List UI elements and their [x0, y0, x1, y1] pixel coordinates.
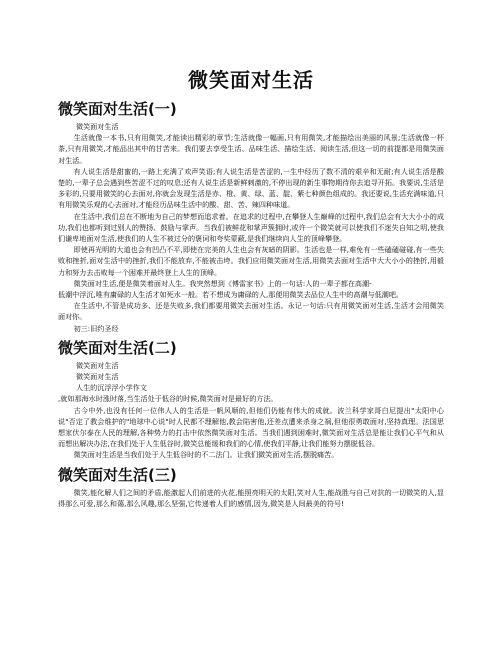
paragraph: 微笑面对生活,便是微笑着面对人生。我突然想到《傅雷家书》上的一句话:人的一辈子都在高潮- [73, 278, 372, 288]
section-subtitle: 微笑面对生活 [76, 122, 119, 131]
paragraph: 古今中外,也没有任何一位伟人人的生活是一帆风顺的,但他们仍能有伟大的成就。波兰科学家哥白尼提出"太阳中心说"否定了教会维护的"地球中心说"时人民都不理解他,教会陷害他,还差点遭来杀身之祸,但他很勇敢面对,坚持真理。法国思想家伏尔泰在人民的理解,各种势力的打击中依然微笑面对生活。当我们遇到困难时,微笑面对生活总是能让我们心平气和从而想出解决办法,在我们处于人生低谷时,微笑总能缓和我们的心情,使我们平静,让我们能努力摆脱低谷。 [58, 405, 444, 449]
section-subtitle: 微笑面对生活 [76, 372, 119, 382]
document-title: 微笑面对生活 [188, 68, 314, 92]
section-1 [58, 98, 444, 334]
paragraph: 低潮中浮沉,唯有庸碌的人生活才如死水一般。若不想成为庸碌的人,那便用微笑去品位人生中的高潮与低潮吧。 [58, 290, 404, 300]
section-heading: 微笑面对生活(三) [58, 465, 177, 484]
paragraph: 即使再光明的大道也会有凹凸不平,即使在完美的人生也会有灰暗的阴影。生活也是一样,难免有一些磕磕碰碰,有一些失败和挫折,面对生活中的挫折,我们不能放弃,不能被击垮。我们应用微笑面对生活,用微笑去面对生活中大大小小的挫折,用毅力和努力去击败每一个困难并最终登上人生的顶峰。 [58, 245, 444, 277]
section-subtitle: 微笑面对生活 [76, 360, 119, 370]
paragraph: ,就如那海水时涨时落,当生活处于低谷的时候,微笑面对是最好的方法。 [58, 394, 278, 404]
paragraph: 微笑,能化解人们之间的矛盾,能激起人们前进的火花,能照亮明天的太阳,笑对人生,能战胜与自己对抗的一切微笑的人,显得那么可爱,那么和蔼,那么风趣,那么坚强,它传递着人们的感情,因为,微笑是人间最美的符号! [58, 487, 444, 508]
paragraph: 微笑面对生活是当我们处于人生低谷时的不二法门。让我们微笑面对生活,摆脱痛苦。 [73, 450, 339, 460]
section-heading: 微笑面对生活(二) [58, 338, 177, 357]
paragraph: 有人说生活是甜蜜的,一路上充满了欢声笑语;有人说生活是苦涩的,一生中经历了数不清的艰辛和无耐;有人说生活是酸楚的,一辈子总会遇到些苦涩不过的叹息;还有人说生活是新鲜刺激的,不停出现的新生事物期待你去追寻开拓。我要说,生活是多彩的,只要用微笑的心去面对,你就会发现生活是赤、橙、黄、绿、蓝、靛、紫七种颜色组成的。我还要说,生活充满味道,只有用微笑乐观的心去面对,才能经历品味生活中的酸、甜、苦、辣四种味道。 [58, 166, 444, 210]
section-2 [58, 337, 444, 461]
section-heading: 微笑面对生活(一) [58, 100, 177, 118]
paragraph: 生活就像一本书,只有用微笑,才能读出精彩的章节;生活就像一幅画,只有用微笑,才能描绘出美丽的风景;生活就像一杯茶,只有用微笑,才能品出其中的甘苦来。我们要去享受生活、品味生活、描绘生活、阅读生活,但这一切的前提都是用微笑面对生活。 [58, 133, 444, 165]
paragraph: 在生活中,不管是成功多、还是失败多,我们都要用微笑去面对生活。永记一句话:只有用微笑面对生活,生活才会用微笑面对你。 [58, 301, 444, 322]
paragraph: 在生活中,我们总在不断地为自己的梦想而追求着。在追求的过程中,在攀登人生巅峰的过程中,我们总会有大大小小的成功,我们也都听到过别人的赞扬、鼓励与掌声。当我们被鲜花和掌声簇拥时,或许一个微笑就可以使我们不迷失自知之明,使我们谦卑地面对生活,使我们的人生不被过分的褒词和夸奖蒙蔽,是我们继续向人生的顶峰攀登。 [58, 211, 444, 244]
section-subtitle: 人生的沉浮浮小学作文 [76, 383, 147, 393]
section-footer-note: 初三:旧约圣经 [73, 323, 119, 333]
section-3 [58, 464, 444, 509]
